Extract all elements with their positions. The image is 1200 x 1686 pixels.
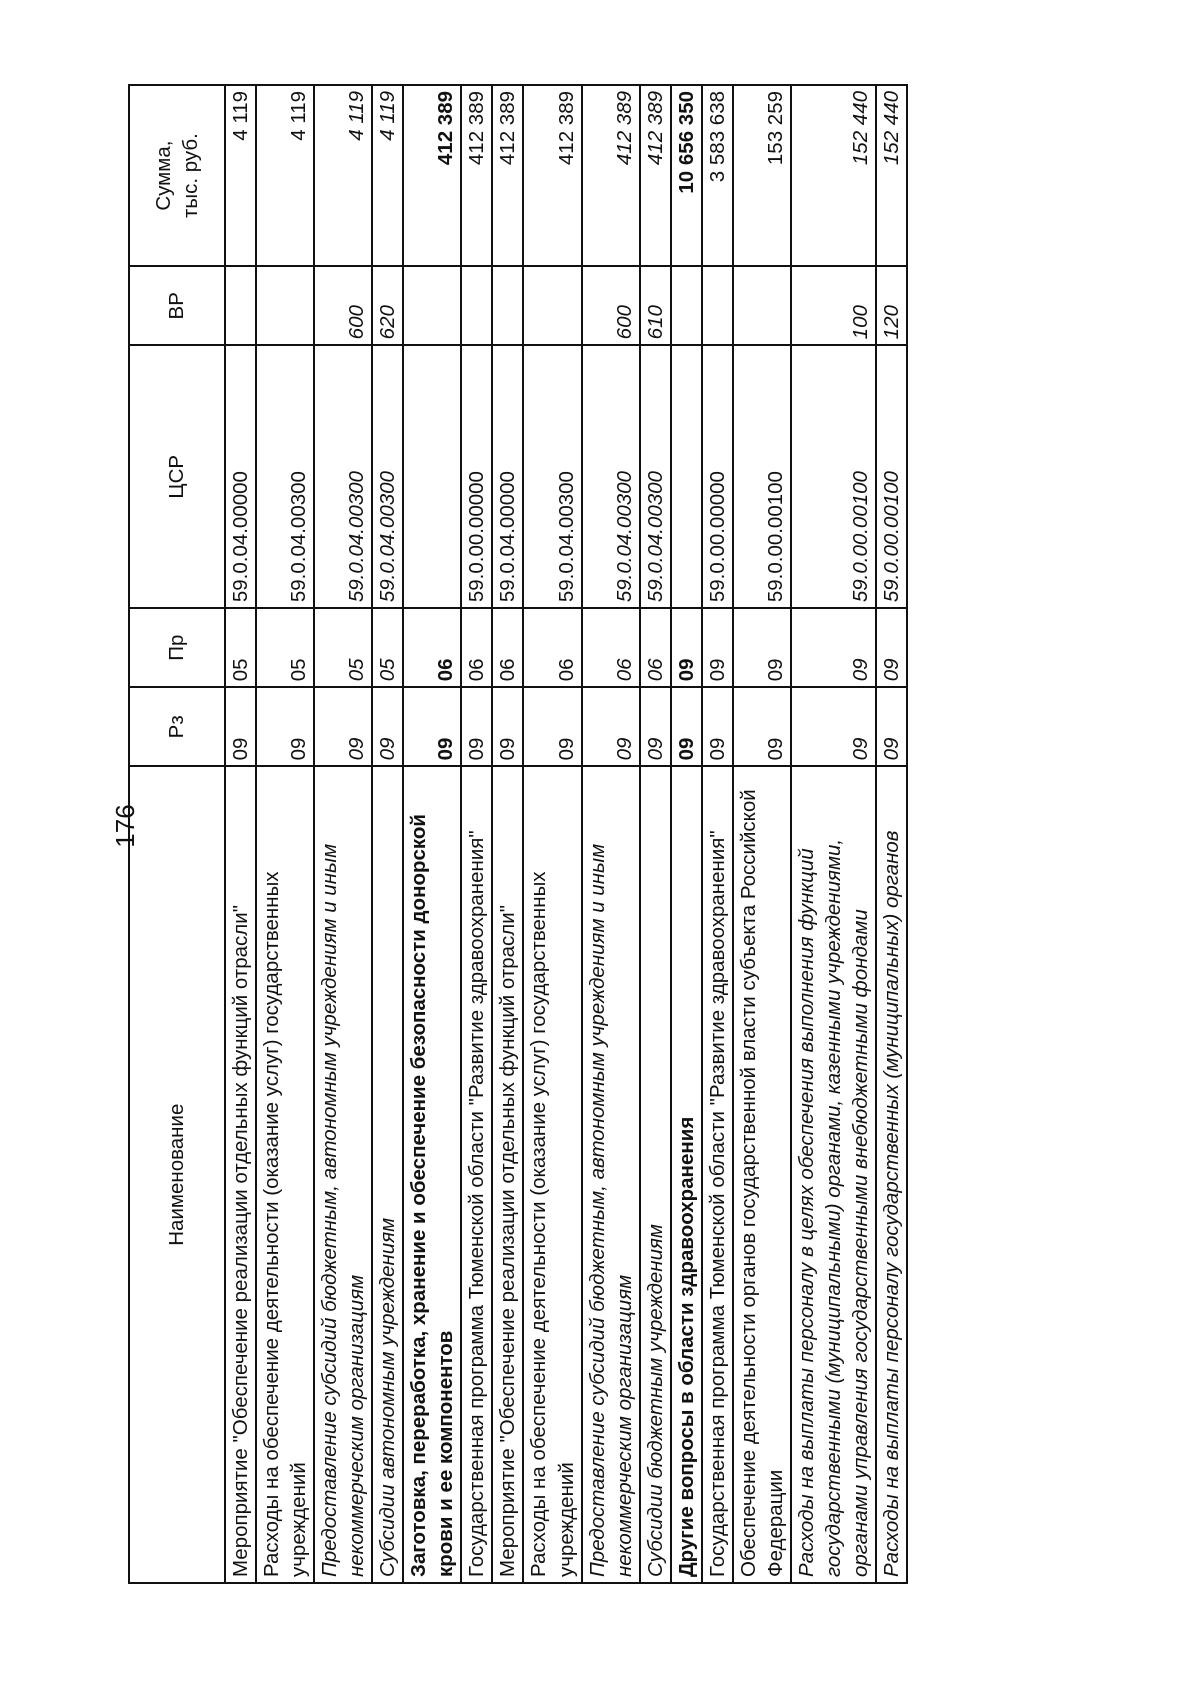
- cell-csr: [671, 345, 702, 608]
- cell-vr: 600: [314, 266, 372, 345]
- cell-sum: 4 119: [225, 85, 256, 266]
- cell-sum: 412 389: [640, 85, 671, 266]
- cell-rz: 09: [314, 687, 372, 766]
- cell-csr: 59.0.04.00300: [523, 345, 581, 608]
- cell-name: Предоставление субсидий бюджетным, автономным учреждениям и иным некоммерческим организациям: [314, 766, 372, 1583]
- table-row: [225, 85, 256, 1583]
- header-sum: [129, 85, 225, 266]
- cell-rz: 09: [640, 687, 671, 766]
- cell-rz: 09: [256, 687, 314, 766]
- header-vr: ВР: [129, 266, 225, 345]
- cell-sum: 152 440: [876, 85, 907, 266]
- cell-sum: 152 440: [791, 85, 876, 266]
- header-name: Наименование: [129, 766, 225, 1583]
- table-row: [403, 85, 461, 1583]
- cell-rz: 09: [225, 687, 256, 766]
- cell-csr: 59.0.04.00300: [314, 345, 372, 608]
- cell-csr: 59.0.04.00000: [492, 345, 523, 608]
- header-sum-line2: тыс. руб.: [179, 133, 202, 219]
- cell-name: Заготовка, переработка, хранение и обеспечение безопасности донорской крови и ее компонентов: [403, 766, 461, 1583]
- cell-csr: 59.0.04.00300: [582, 345, 640, 608]
- cell-pr: 05: [372, 608, 403, 687]
- cell-name: Предоставление субсидий бюджетным, автономным учреждениям и иным некоммерческим организациям: [582, 766, 640, 1583]
- cell-pr: 06: [640, 608, 671, 687]
- cell-vr: [671, 266, 702, 345]
- page-number: 176: [110, 804, 140, 848]
- table-row: [640, 85, 671, 1583]
- cell-vr: [225, 266, 256, 345]
- cell-name: Мероприятие "Обеспечение реализации отдельных функций отрасли": [492, 766, 523, 1583]
- table-row: [256, 85, 314, 1583]
- cell-name: Государственная программа Тюменской области "Развитие здравоохранения": [461, 766, 492, 1583]
- cell-rz: 09: [702, 687, 733, 766]
- cell-rz: 09: [733, 687, 791, 766]
- cell-csr: 59.0.00.00100: [876, 345, 907, 608]
- table-row: [523, 85, 581, 1583]
- header-csr: ЦСР: [129, 345, 225, 608]
- table-row: [314, 85, 372, 1583]
- cell-sum: 4 119: [372, 85, 403, 266]
- cell-vr: 610: [640, 266, 671, 345]
- cell-sum: 412 389: [403, 85, 461, 266]
- cell-vr: [702, 266, 733, 345]
- header-row: [129, 85, 225, 1583]
- cell-vr: [523, 266, 581, 345]
- cell-name: Расходы на выплаты персоналу государственных (муниципальных) органов: [876, 766, 907, 1583]
- cell-pr: 09: [791, 608, 876, 687]
- cell-sum: 412 389: [582, 85, 640, 266]
- cell-rz: 09: [582, 687, 640, 766]
- cell-csr: 59.0.00.00100: [791, 345, 876, 608]
- cell-rz: 09: [492, 687, 523, 766]
- cell-csr: [403, 345, 461, 608]
- table-row: [582, 85, 640, 1583]
- cell-sum: 4 119: [256, 85, 314, 266]
- cell-pr: 05: [225, 608, 256, 687]
- table-row: [791, 85, 876, 1583]
- table-row: [702, 85, 733, 1583]
- cell-vr: 620: [372, 266, 403, 345]
- cell-rz: 09: [403, 687, 461, 766]
- cell-vr: 120: [876, 266, 907, 345]
- cell-vr: [256, 266, 314, 345]
- cell-name: Расходы на обеспечение деятельности (оказание услуг) государственных учреждений: [523, 766, 581, 1583]
- cell-pr: 05: [256, 608, 314, 687]
- cell-pr: 09: [671, 608, 702, 687]
- cell-pr: 06: [403, 608, 461, 687]
- budget-table: [128, 84, 908, 1584]
- header-rz: Рз: [129, 687, 225, 766]
- table-row: [461, 85, 492, 1583]
- header-sum-line1: Сумма,: [151, 140, 175, 211]
- cell-vr: 600: [582, 266, 640, 345]
- cell-vr: [733, 266, 791, 345]
- cell-pr: 09: [702, 608, 733, 687]
- cell-sum: 4 119: [314, 85, 372, 266]
- table-row: [671, 85, 702, 1583]
- cell-csr: 59.0.00.00000: [702, 345, 733, 608]
- cell-csr: 59.0.04.00300: [372, 345, 403, 608]
- cell-pr: 06: [523, 608, 581, 687]
- cell-name: Обеспечение деятельности органов государственной власти субъекта Российской Федерации: [733, 766, 791, 1583]
- cell-sum: 10 656 350: [671, 85, 702, 266]
- cell-rz: 09: [523, 687, 581, 766]
- cell-pr: 06: [461, 608, 492, 687]
- cell-rz: 09: [372, 687, 403, 766]
- cell-name: Расходы на выплаты персоналу в целях обеспечения выполнения функций государственными (муниципальными) органами, казенными учреждениями, органами управления государственными внебюджетными фондами: [791, 766, 876, 1583]
- cell-csr: 59.0.00.00000: [461, 345, 492, 608]
- cell-vr: [461, 266, 492, 345]
- cell-name: Расходы на обеспечение деятельности (оказание услуг) государственных учреждений: [256, 766, 314, 1583]
- cell-csr: 59.0.04.00300: [256, 345, 314, 608]
- cell-pr: 09: [876, 608, 907, 687]
- cell-rz: 09: [876, 687, 907, 766]
- table-row: [876, 85, 907, 1583]
- cell-rz: 09: [791, 687, 876, 766]
- cell-csr: 59.0.00.00100: [733, 345, 791, 608]
- cell-vr: 100: [791, 266, 876, 345]
- cell-csr: 59.0.04.00300: [640, 345, 671, 608]
- cell-pr: 09: [733, 608, 791, 687]
- cell-csr: 59.0.04.00000: [225, 345, 256, 608]
- table-body: [225, 85, 907, 1583]
- cell-pr: 05: [314, 608, 372, 687]
- table-row: [492, 85, 523, 1583]
- cell-name: Мероприятие "Обеспечение реализации отдельных функций отрасли": [225, 766, 256, 1583]
- cell-vr: [403, 266, 461, 345]
- cell-sum: 153 259: [733, 85, 791, 266]
- cell-name: Субсидии автономным учреждениям: [372, 766, 403, 1583]
- cell-name: Другие вопросы в области здравоохранения: [671, 766, 702, 1583]
- cell-name: Субсидии бюджетным учреждениям: [640, 766, 671, 1583]
- header-pr: Пр: [129, 608, 225, 687]
- cell-sum: 412 389: [461, 85, 492, 266]
- cell-rz: 09: [461, 687, 492, 766]
- cell-vr: [492, 266, 523, 345]
- cell-name: Государственная программа Тюменской области "Развитие здравоохранения": [702, 766, 733, 1583]
- cell-pr: 06: [582, 608, 640, 687]
- cell-rz: 09: [671, 687, 702, 766]
- cell-sum: 412 389: [492, 85, 523, 266]
- table-row: [733, 85, 791, 1583]
- cell-sum: 412 389: [523, 85, 581, 266]
- cell-sum: 3 583 638: [702, 85, 733, 266]
- cell-pr: 06: [492, 608, 523, 687]
- table-row: [372, 85, 403, 1583]
